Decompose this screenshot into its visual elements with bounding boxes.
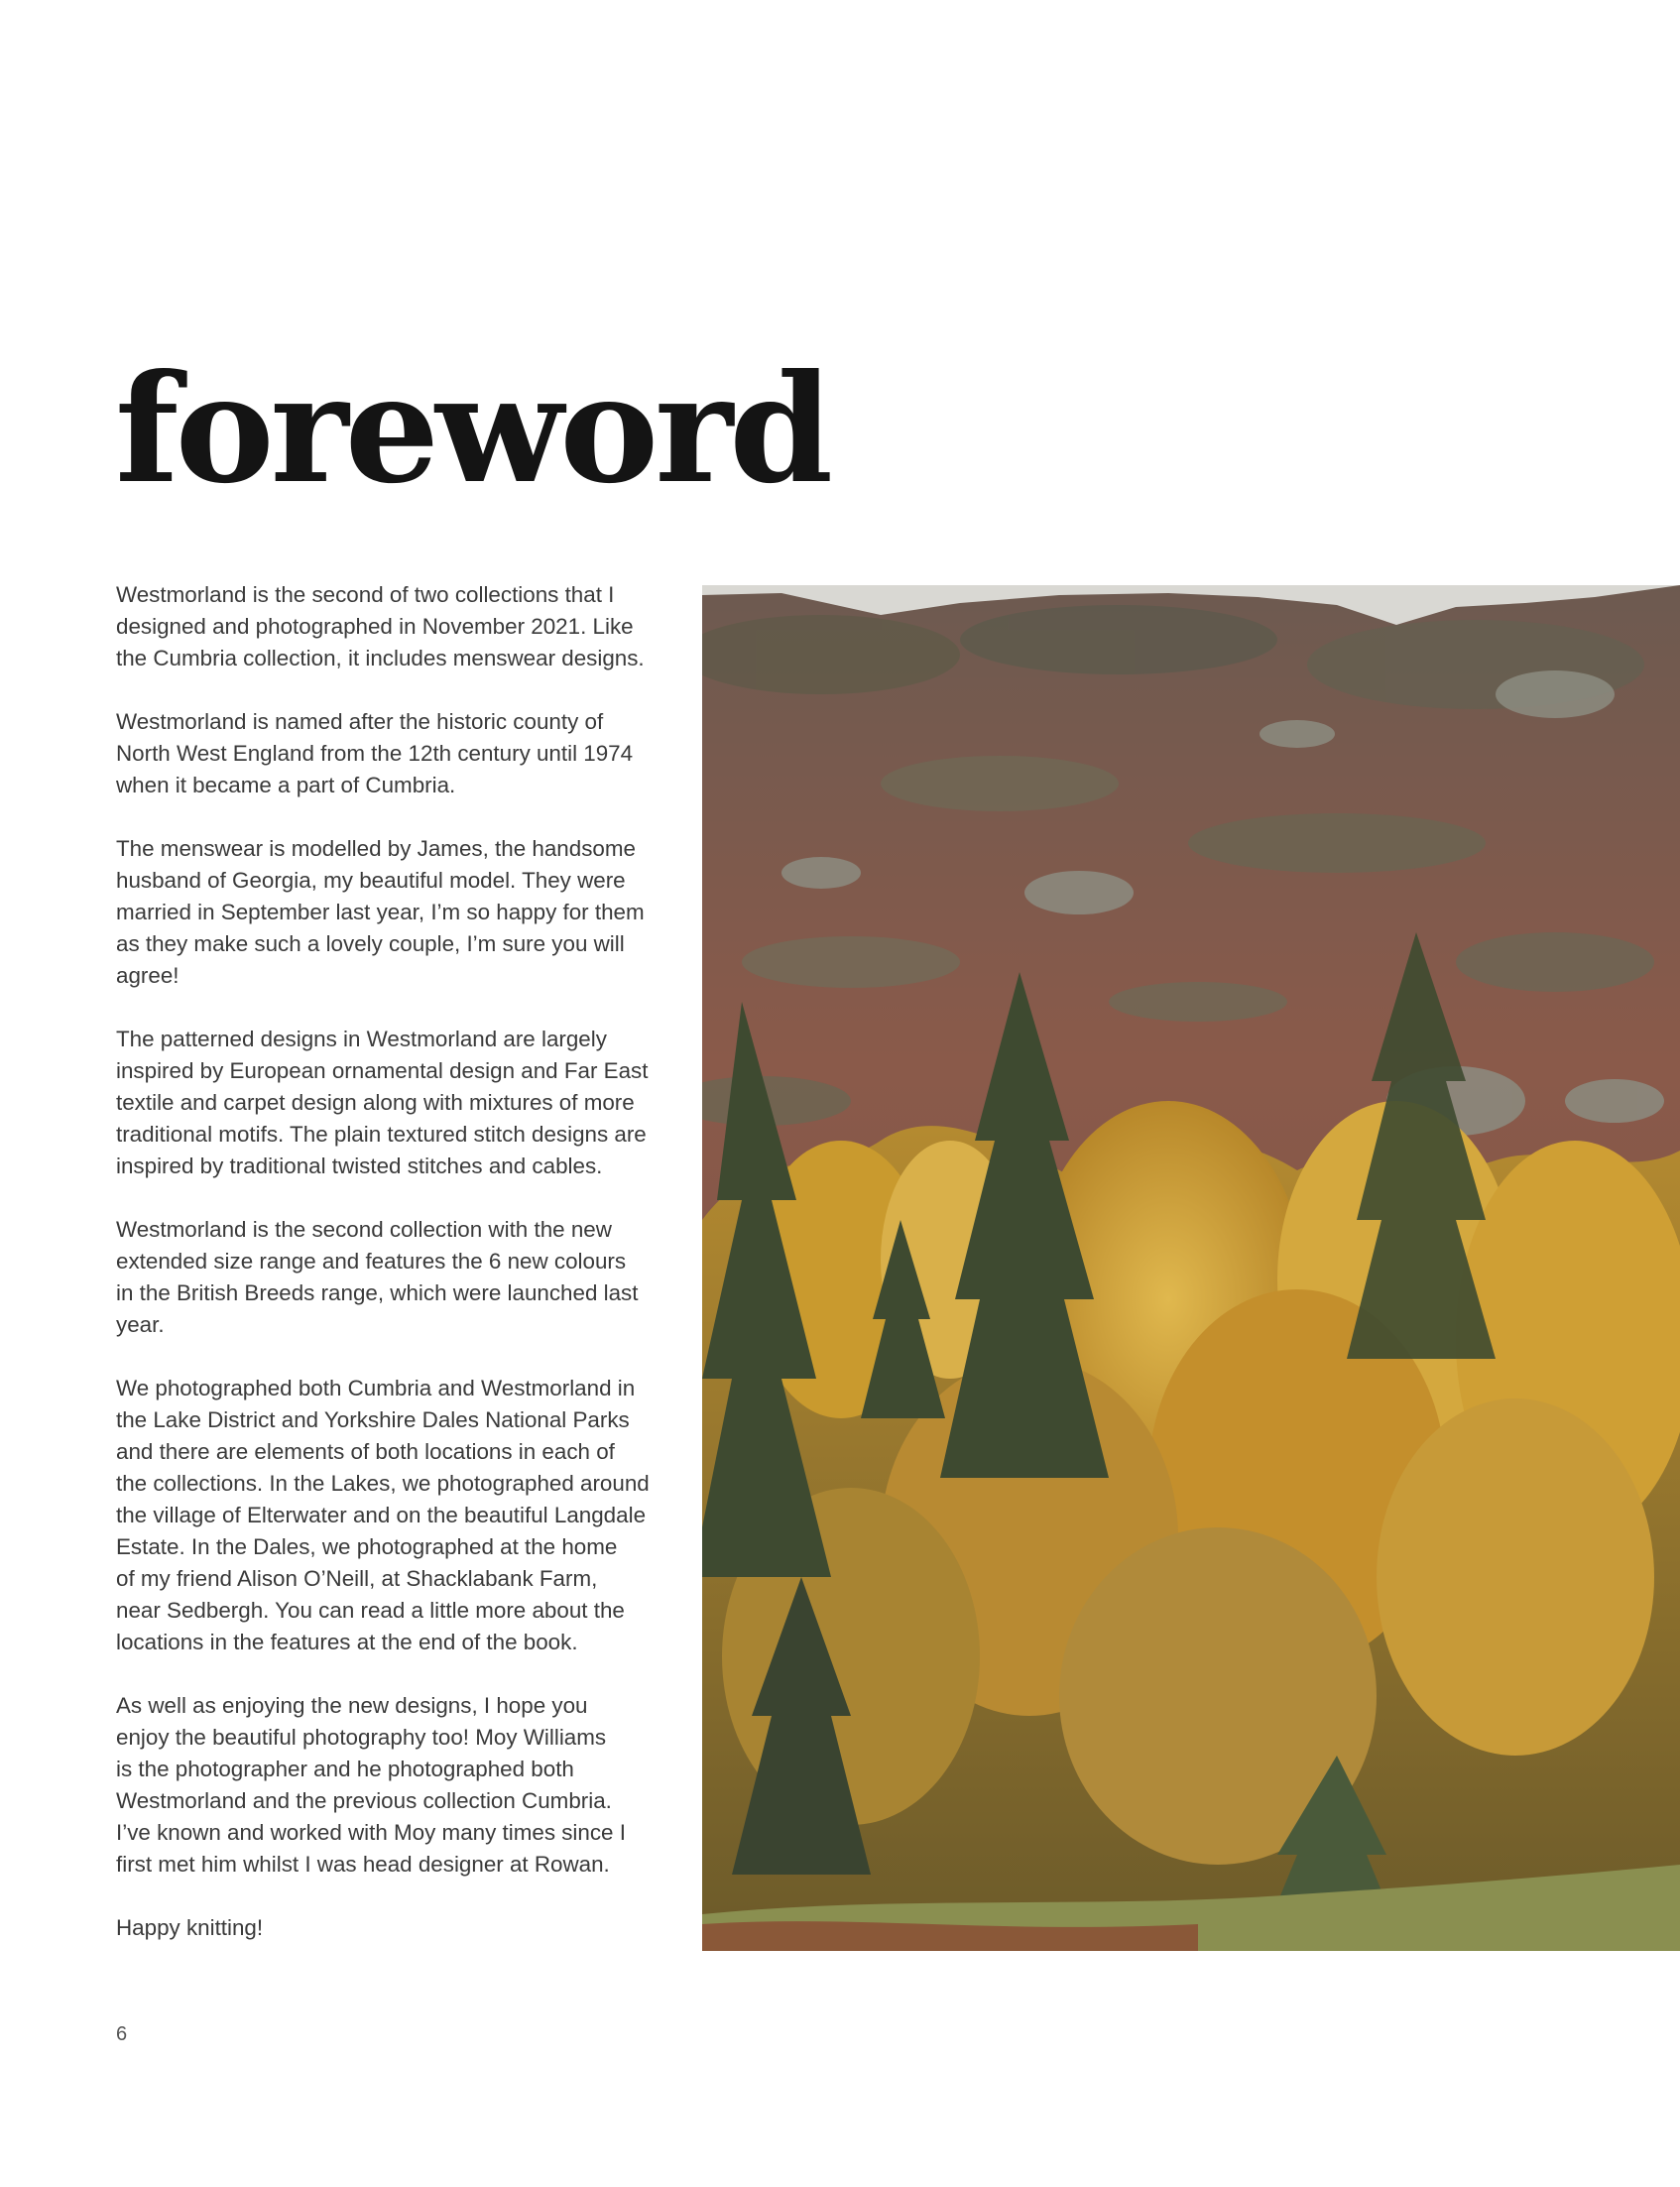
- paragraph-6: We photographed both Cumbria and Westmorland in the Lake District and Yorkshire Dales National Parks and there are elements of both locations in each of the collections. In the Lakes, we photographed around the village of Elterwater and on the beautiful Langdale Estate. In the Dales, we photographed at the home of my friend Alison O’Neill, at Shacklabank Farm, near Sedbergh. You can read a little more about the locations in the features at the end of the book.: [116, 1376, 650, 1654]
- page-title: foreword: [115, 342, 830, 517]
- paragraph-5: Westmorland is the second collection with the new extended size range and features the 6 new colours in the British Breeds range, which were launched last year.: [116, 1217, 639, 1337]
- paragraph-8: Happy knitting!: [116, 1915, 264, 1940]
- paragraph-2: Westmorland is named after the historic county of North West England from the 12th century until 1974 when it became a part of Cumbria.: [116, 709, 634, 797]
- page-number: 6: [116, 2023, 128, 2045]
- paragraph-7: As well as enjoying the new designs, I hope you enjoy the beautiful photography too! Moy Williams is the photographer and he photographed both Westmorland and the previous collection Cumbria. I’ve known and worked with Moy many times since I first met him whilst I was head designer at Rowan.: [116, 1693, 626, 1877]
- foreword-body: [116, 579, 671, 1976]
- paragraph-1: Westmorland is the second of two collections that I designed and photographed in November 2021. Like the Cumbria collection, it includes menswear designs.: [116, 582, 645, 670]
- landscape-photo: [702, 585, 1680, 1951]
- paragraph-4: The patterned designs in Westmorland are largely inspired by European ornamental design and Far East textile and carpet design along with mixtures of more traditional motifs. The plain textured stitch designs are inspired by traditional twisted stitches and cables.: [116, 1027, 649, 1178]
- paragraph-3: The menswear is modelled by James, the handsome husband of Georgia, my beautiful model. They were married in September last year, I’m so happy for them as they make such a lovely couple, I’m sure you will agree!: [116, 836, 645, 988]
